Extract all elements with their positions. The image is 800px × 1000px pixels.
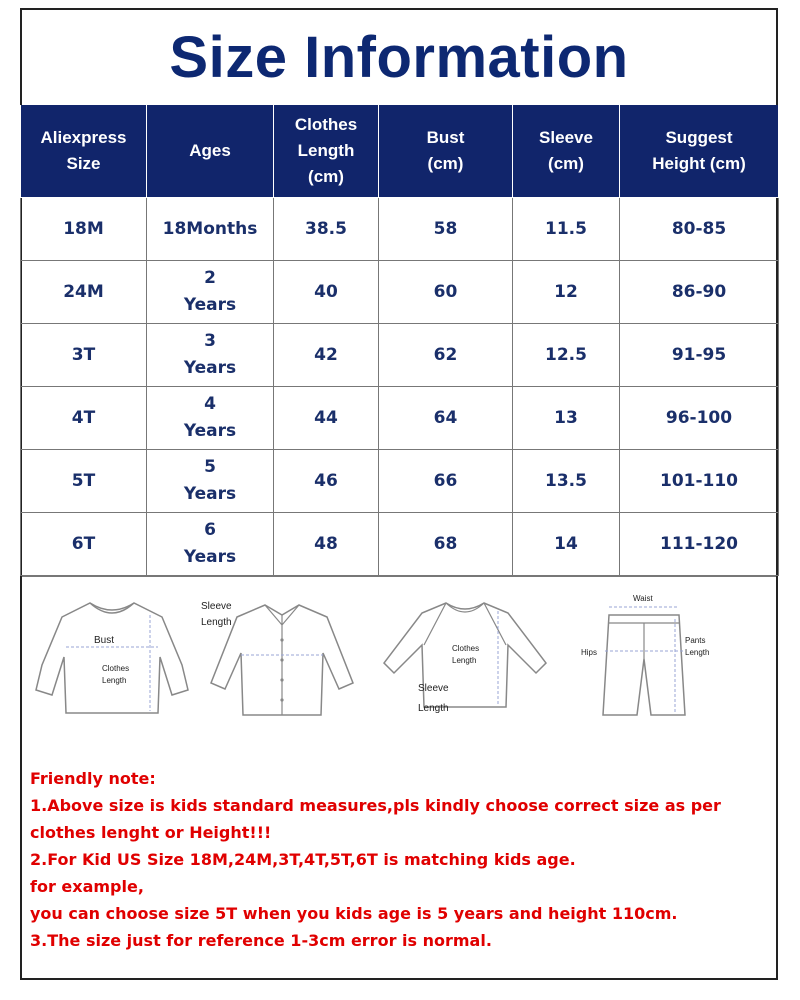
note-heading: Friendly note: (30, 769, 156, 788)
cell-sleeve: 11.5 (513, 198, 620, 261)
cell-bust: 58 (379, 198, 513, 261)
cell-bust: 62 (379, 324, 513, 387)
cell-sleeve: 12.5 (513, 324, 620, 387)
cell-length: 40 (274, 261, 379, 324)
cell-ages: 4 Years (147, 387, 274, 450)
cell-ages: 3 Years (147, 324, 274, 387)
shirt-sleeve-label-1: Sleeve (201, 601, 232, 612)
header-ages: Ages (147, 105, 274, 198)
measurement-diagrams (22, 576, 776, 755)
friendly-notes (22, 755, 776, 954)
note-item: you can choose size 5T when you kids age is 5 years and height 110cm. (30, 904, 678, 923)
raglan-sleeve-label-1: Sleeve (418, 683, 449, 694)
header-aliexpress-size: Aliexpress Size (21, 105, 147, 198)
cell-size: 5T (21, 450, 147, 513)
cell-ages: 2 Years (147, 261, 274, 324)
cell-sleeve: 12 (513, 261, 620, 324)
raglan-diagram (380, 595, 550, 725)
pants-diagram (567, 589, 717, 729)
tshirt-length-label-2: Length (102, 676, 127, 685)
page-title: Size Information (169, 25, 629, 90)
cell-bust: 64 (379, 387, 513, 450)
cell-height: 91-95 (620, 324, 779, 387)
cell-sleeve: 13.5 (513, 450, 620, 513)
note-item: 3.The size just for reference 1-3cm error is normal. (30, 931, 492, 950)
cell-size: 4T (21, 387, 147, 450)
cell-bust: 66 (379, 450, 513, 513)
table-row (21, 387, 779, 450)
tshirt-bust-label: Bust (94, 635, 115, 646)
table-row (21, 450, 779, 513)
tshirt-length-label-1: Clothes (102, 664, 130, 673)
table-row (21, 261, 779, 324)
cell-sleeve: 13 (513, 387, 620, 450)
pants-hips-label: Hips (581, 648, 598, 657)
header-bust: Bust (cm) (379, 105, 513, 198)
header-suggest-height: Suggest Height (cm) (620, 105, 779, 198)
cell-height: 101-110 (620, 450, 779, 513)
pants-length-label-1: Pants (685, 636, 706, 645)
cell-size: 24M (21, 261, 147, 324)
note-item: 2.For Kid US Size 18M,24M,3T,4T,5T,6T is matching kids age. (30, 850, 576, 869)
raglan-length-label-1: Clothes (452, 644, 480, 653)
cell-height: 96-100 (620, 387, 779, 450)
raglan-sleeve-label-2: Length (418, 703, 449, 714)
cell-length: 44 (274, 387, 379, 450)
note-item: for example, (30, 877, 144, 896)
cell-size: 18M (21, 198, 147, 261)
shirt-diagram (197, 595, 367, 725)
cell-height: 80-85 (620, 198, 779, 261)
cell-ages: 5 Years (147, 450, 274, 513)
header-clothes-length: Clothes Length (cm) (274, 105, 379, 198)
cell-length: 38.5 (274, 198, 379, 261)
tshirt-diagram (32, 595, 192, 725)
pants-waist-label: Waist (633, 594, 653, 603)
cell-height: 86-90 (620, 261, 779, 324)
cell-length: 48 (274, 513, 379, 576)
cell-sleeve: 14 (513, 513, 620, 576)
cell-ages: 6 Years (147, 513, 274, 576)
shirt-sleeve-label-2: Length (201, 617, 232, 628)
table-row (21, 198, 779, 261)
table-row (21, 324, 779, 387)
cell-bust: 60 (379, 261, 513, 324)
header-sleeve: Sleeve (cm) (513, 105, 620, 198)
cell-size: 3T (21, 324, 147, 387)
cell-length: 42 (274, 324, 379, 387)
note-item: 1.Above size is kids standard measures,pls kindly choose correct size as per clothes lenght or Height!!! (30, 796, 721, 842)
table-header-row (21, 105, 779, 198)
cell-length: 46 (274, 450, 379, 513)
table-row (21, 513, 779, 576)
cell-size: 6T (21, 513, 147, 576)
pants-length-label-2: Length (685, 648, 710, 657)
raglan-length-label-2: Length (452, 656, 477, 665)
size-table (20, 105, 779, 576)
cell-height: 111-120 (620, 513, 779, 576)
cell-ages: 18Months (147, 198, 274, 261)
size-chart-frame (20, 8, 778, 980)
cell-bust: 68 (379, 513, 513, 576)
